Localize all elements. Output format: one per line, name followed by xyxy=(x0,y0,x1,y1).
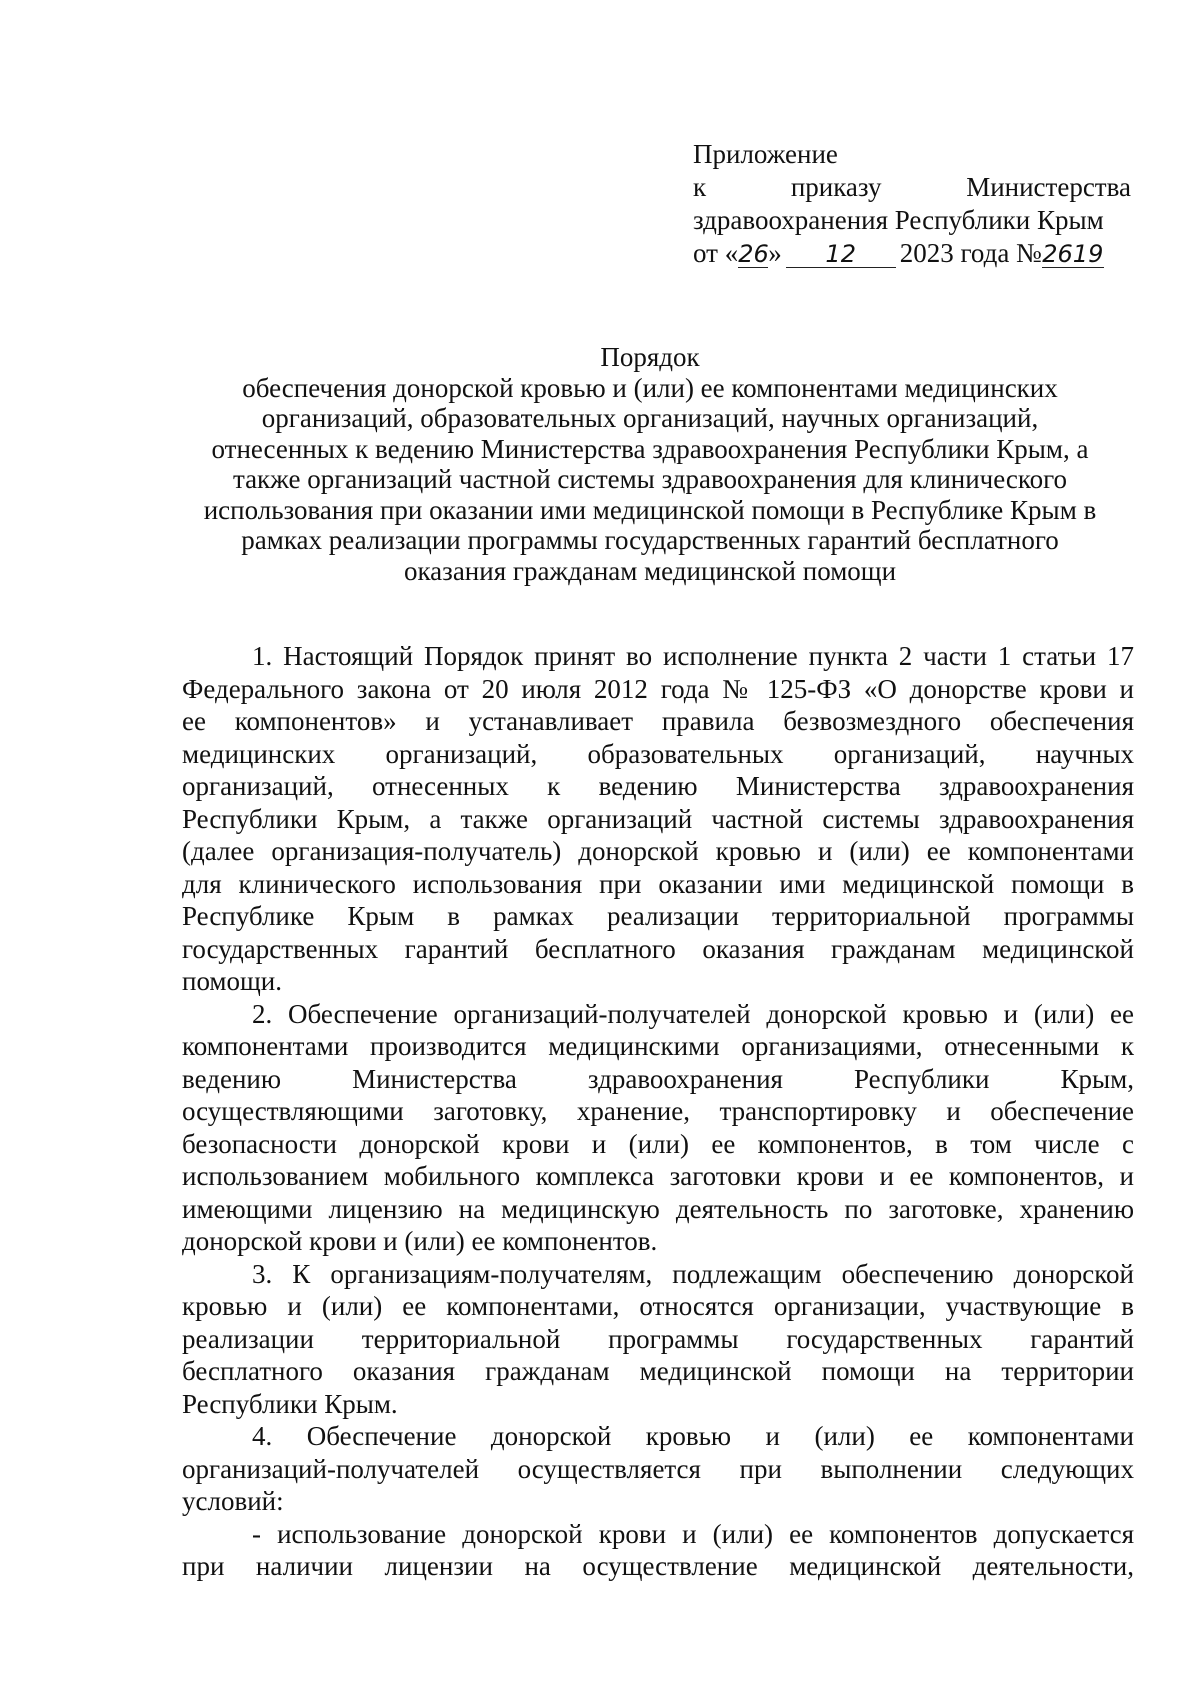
text-line: кровью и (или) ее компонентами, относятся организации, участвующие в xyxy=(182,1291,1134,1321)
text-line: 2. Обеспечение организаций-получателей донорской кровью и (или) ее xyxy=(252,998,1134,1029)
title-line: рамках реализации программы государственных гарантий бесплатного xyxy=(241,525,1059,555)
text-line: (далее организация-получатель) донорской кровью и (или) ее компонентами xyxy=(182,836,1134,866)
date-prefix: от « xyxy=(693,238,739,268)
text-line: Республики Крым. xyxy=(182,1388,398,1419)
text-line: государственных гарантий бесплатного оказания гражданам медицинской xyxy=(182,933,1134,964)
text-line: 4. Обеспечение донорской кровью и (или) ее компонентами xyxy=(252,1421,1134,1451)
date-close: » xyxy=(768,238,782,268)
text-line: Республики Крым, а также организаций частной системы здравоохранения xyxy=(182,803,1134,834)
document-title xyxy=(160,342,1140,586)
text-line: при наличии лицензии на осуществление медицинской деятельности, xyxy=(182,1551,1134,1581)
text-line: организаций-получателей осуществляется при выполнении следующих xyxy=(182,1453,1134,1484)
appendix-header xyxy=(693,138,1131,270)
title-line: также организаций частной системы здравоохранения для клинического xyxy=(232,464,1068,494)
order-date-line xyxy=(693,237,1131,270)
text-line: компонентами производится медицинскими организациями, отнесенными к xyxy=(182,1031,1134,1061)
title-line: организаций, образовательных организаций, научных организаций, xyxy=(261,403,1039,433)
order-reference-word: приказу xyxy=(790,172,882,202)
text-line: ведению Министерства здравоохранения Республики Крым, xyxy=(182,1063,1134,1094)
text-line: донорской крови и (или) ее компонентов. xyxy=(182,1226,658,1256)
text-line: медицинских организаций, образовательных организаций, научных xyxy=(182,738,1134,769)
title-line: оказания гражданам медицинской помощи xyxy=(403,555,897,586)
document-body xyxy=(182,640,1134,1583)
ministry-name: здравоохранения Республики Крым xyxy=(693,205,1104,235)
title-line: отнесенных к ведению Министерства здравоохранения Республики Крым, а xyxy=(211,433,1089,464)
order-reference-ministry: Министерства xyxy=(966,172,1131,202)
text-line: ее компонентов» и устанавливает правила безвозмездного обеспечения xyxy=(182,706,1134,736)
text-line: помощи. xyxy=(182,966,283,996)
handwritten-month: 12 xyxy=(786,241,896,268)
date-year-text: 2023 года № xyxy=(899,238,1042,268)
text-line: осуществляющими заготовку, хранение, транспортировку и обеспечение xyxy=(182,1096,1134,1126)
text-line: реализации территориальной программы государственных гарантий xyxy=(182,1323,1134,1354)
paragraph-4 xyxy=(182,1420,1134,1518)
text-line: - использование донорской крови и (или) ее компонентов допускается xyxy=(252,1518,1134,1549)
text-line: имеющими лицензию на медицинскую деятельность по заготовке, хранению xyxy=(182,1193,1134,1224)
title-line: использования при оказании ими медицинской помощи в Республике Крым в xyxy=(203,494,1097,525)
paragraph-5 xyxy=(182,1518,1134,1583)
paragraph-1 xyxy=(182,640,1134,998)
text-line: использованием мобильного комплекса заготовки крови и ее компонентов, и xyxy=(182,1161,1134,1191)
text-line: для клинического использования при оказании ими медицинской помощи в xyxy=(182,868,1134,899)
text-line: организаций, отнесенных к ведению Министерства здравоохранения xyxy=(182,771,1134,801)
appendix-label: Приложение xyxy=(693,139,838,169)
title-line: обеспечения донорской кровью и (или) ее компонентами медицинских xyxy=(242,372,1058,403)
paragraph-3 xyxy=(182,1258,1134,1421)
order-reference-line xyxy=(693,171,1131,204)
text-line: 1. Настоящий Порядок принят во исполнение пункта 2 части 1 статьи 17 xyxy=(252,641,1134,671)
order-reference-prep: к xyxy=(693,172,707,202)
text-line: Республике Крым в рамках реализации территориальной программы xyxy=(182,901,1134,931)
text-line: бесплатного оказания гражданам медицинской помощи на территории xyxy=(182,1356,1134,1386)
text-line: безопасности донорской крови и (или) ее компонентов, в том числе с xyxy=(182,1128,1134,1159)
text-line: 3. К организациям-получателям, подлежащим обеспечению донорской xyxy=(252,1258,1134,1289)
handwritten-order-number: 2619 xyxy=(1042,240,1104,268)
title-heading: Порядок xyxy=(600,342,700,372)
text-line: условий: xyxy=(182,1486,284,1516)
handwritten-day: 26 xyxy=(738,240,769,268)
text-line: Федерального закона от 20 июля 2012 года № 125-ФЗ «О донорстве крови и xyxy=(182,673,1134,704)
paragraph-2 xyxy=(182,998,1134,1258)
